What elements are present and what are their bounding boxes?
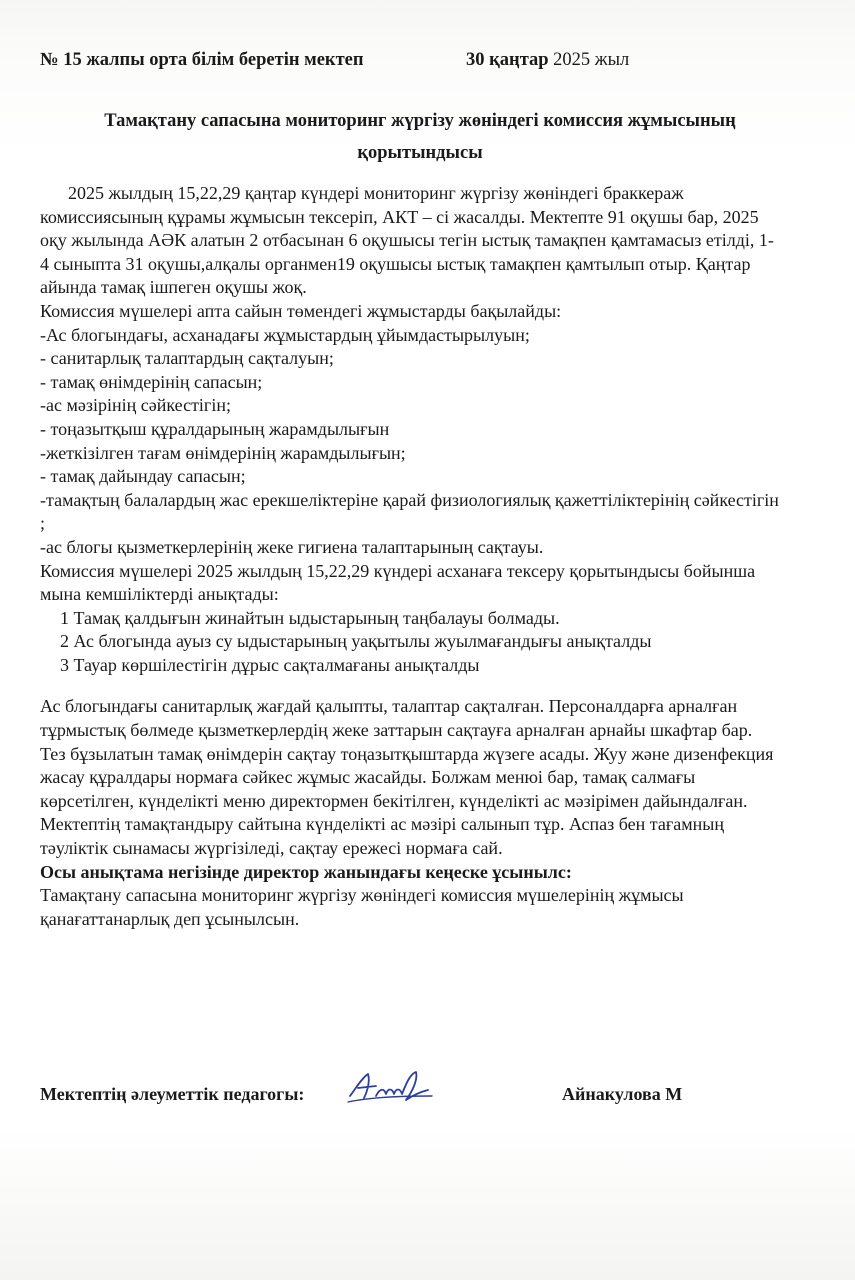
document-date: [466, 50, 629, 71]
list-item: - тоңазытқыш құралдарының жарамдылығын: [40, 418, 390, 439]
list-item: - санитарлық талаптардың сақталуын;: [40, 348, 334, 369]
date-day-month: 30 қаңтар: [466, 50, 549, 70]
list-item: - тамақ өнімдерінің сапасын;: [40, 371, 263, 392]
monitoring-intro: Комиссия мүшелері апта сайын төмендегі жұмыстарды бақылайды:: [40, 300, 562, 321]
list-item: -ас мәзірінің сәйкестігін;: [40, 395, 231, 416]
title-line-1: Тамақтану сапасына мониторинг жүргізу жөніндегі комиссия жұмысының: [104, 111, 736, 131]
finding-item: 3 Тауар көршілестігін дұрыс сақталмағаны анықталды: [60, 654, 480, 675]
recommendation-heading: Осы анықтама негізінде директор жанындағы кеңеске ұсынылс:: [40, 861, 572, 882]
list-item: -жеткізілген тағам өнімдерінің жарамдылығын;: [40, 442, 406, 463]
findings-intro: Комиссия мүшелері 2025 жылдың 15,22,29 күндері асханаға тексеру қорытындысы бойынша мына кемшіліктерді анықтады:: [40, 560, 756, 605]
findings-list: [40, 607, 780, 678]
title-line-2: қорытындысы: [357, 143, 483, 163]
signer-name: Айнакулова М: [562, 1084, 683, 1104]
handwritten-signature: [346, 1066, 436, 1110]
conclusion-paragraph: Ас блогындағы санитарлық жағдай қалыпты, талаптар сақталған. Персоналдарға арналған тұрмыстық бөлмеде қызметкерлердің жеке заттарын сақтауға арналған арнайы шкафтар бар. Тез бұзылатын тамақ өнімдерін сақтау тоңазытқыштарда жүзеге асады. Жуу және дизенфекция жасау құралдары нормаға сәйкес жұмыс жасайды. Болжам менюі бар, тамақ салмағы көрсетілген, күнделікті меню директормен бекітілген, күнделікті ас мәзірімен дайындалған. Мектептің тамақтандыру сайтына күнделікті ас мәзірі салынып тұр. Аспаз бен тағамның тәуліктік сынамасы жүргізіледі, сақтау ережесі нормаға сай.: [40, 696, 774, 859]
finding-item: 1 Тамақ қалдығын жинайтын ыдыстарының таңбалауы болмады.: [60, 607, 560, 628]
document-title: [40, 105, 800, 169]
document-body: [40, 182, 780, 931]
intro-paragraph: 2025 жылдың 15,22,29 қаңтар күндері мониторинг жүргізу жөніндегі браккераж комиссиясының құрамы жұмысын тексеріп, АКТ – сі жасалды. Мектепте 91 оқушы бар, 2025 оқу жылында АӘК алатын 2 отбасынан 6 оқушысы тегін ыстық тамақпен қамтамасыз етілді, 1-4 сыныпта 31 оқушы,алқалы органмен19 оқушысы ыстық тамақпен қамтылып отыр. Қаңтар айында тамақ ішпеген оқушы жоқ.: [40, 183, 774, 298]
list-item: -ас блогы қызметкерлерінің жеке гигиена талаптарының сақтауы.: [40, 536, 544, 557]
list-item: -Ас блогындағы, асханадағы жұмыстардың ұйымдастырылуын;: [40, 324, 530, 345]
monitoring-list: [40, 324, 780, 560]
school-name: № 15 жалпы орта білім беретін мектеп: [40, 50, 364, 70]
date-year: 2025 жыл: [553, 50, 630, 70]
signer-role: Мектептің әлеуметтік педагогы:: [40, 1084, 305, 1104]
finding-item: 2 Ас блогында ауыз су ыдыстарының уақытылы жуылмағандығы анықталды: [60, 631, 652, 652]
section-gap: [40, 677, 780, 695]
list-item: -тамақтың балалардың жас ерекшеліктеріне қарай физиологиялық қажеттіліктерінің сәйкестігін ;: [40, 489, 779, 534]
list-item: - тамақ дайындау сапасын;: [40, 466, 246, 487]
recommendation-text: Тамақтану сапасына мониторинг жүргізу жөніндегі комиссия мүшелерінің жұмысы қанағаттанарлық деп ұсынылсын.: [40, 885, 684, 929]
